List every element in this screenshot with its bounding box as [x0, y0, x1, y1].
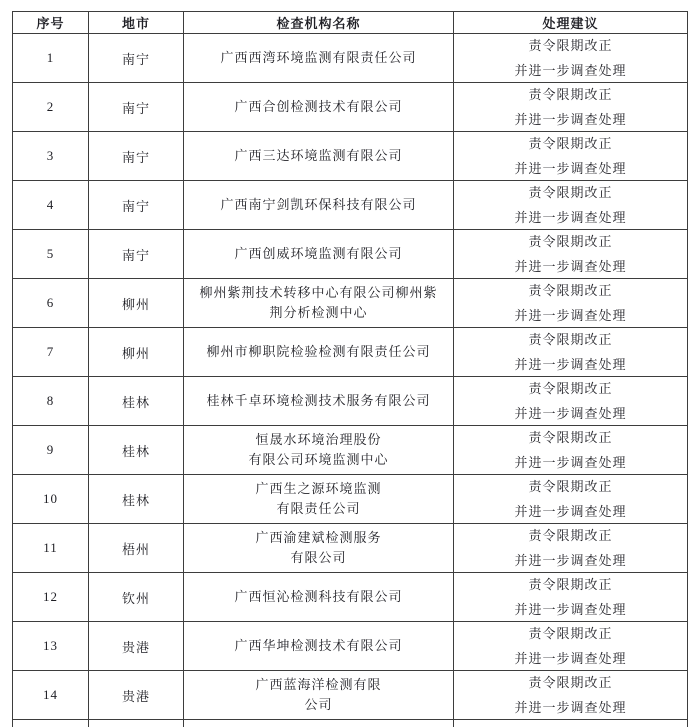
- row-index: 10: [13, 475, 89, 524]
- row-action: [454, 524, 688, 573]
- org-line: 广西三达环境监测有限公司: [234, 148, 403, 163]
- row-city: 钦州: [89, 573, 184, 622]
- action-line: 并进一步调查处理: [514, 699, 627, 715]
- action-line: 并进一步调查处理: [514, 209, 627, 225]
- org-line: 公司: [304, 697, 333, 712]
- row-index: 2: [13, 83, 89, 132]
- row-index: 12: [13, 573, 89, 622]
- org-line: 广西西湾环境监测有限责任公司: [220, 50, 417, 65]
- action-line: 并进一步调查处理: [514, 552, 627, 568]
- org-line: 广西恒沁检测科技有限公司: [234, 589, 403, 604]
- action-line: 并进一步调查处理: [514, 405, 627, 421]
- row-city: 柳州: [89, 279, 184, 328]
- row-org: [184, 83, 454, 132]
- org-line: 有限公司: [290, 550, 347, 565]
- row-org: [184, 671, 454, 720]
- row-action: [454, 230, 688, 279]
- action-line: 责令限期改正: [528, 429, 613, 445]
- action-line: 责令限期改正: [528, 576, 613, 592]
- org-line: 广西生之源环境监测: [255, 481, 382, 496]
- row-index: 1: [13, 34, 89, 83]
- table-row: [13, 83, 688, 132]
- row-index: 14: [13, 671, 89, 720]
- row-index: 3: [13, 132, 89, 181]
- table-row: [13, 230, 688, 279]
- row-city: 南宁: [89, 132, 184, 181]
- row-index: 11: [13, 524, 89, 573]
- row-city: 柳州: [89, 328, 184, 377]
- row-org: [184, 475, 454, 524]
- row-action: [454, 83, 688, 132]
- action-line: 并进一步调查处理: [514, 111, 627, 127]
- row-org: [184, 720, 454, 727]
- row-index: 4: [13, 181, 89, 230]
- table-row: [13, 377, 688, 426]
- row-action: [454, 181, 688, 230]
- header-org: 检查机构名称: [184, 12, 454, 34]
- table-row: [13, 181, 688, 230]
- row-index: 5: [13, 230, 89, 279]
- row-action: [454, 475, 688, 524]
- row-action: [454, 279, 688, 328]
- row-action: [454, 377, 688, 426]
- row-index: [13, 720, 89, 727]
- row-action: [454, 573, 688, 622]
- org-line: 有限公司环境监测中心: [248, 452, 389, 467]
- org-line: 广西创威环境监测有限公司: [234, 246, 403, 261]
- row-index: 6: [13, 279, 89, 328]
- row-city: 桂林: [89, 377, 184, 426]
- row-org: [184, 377, 454, 426]
- row-index: 9: [13, 426, 89, 475]
- action-line: 并进一步调查处理: [514, 160, 627, 176]
- row-action: [454, 671, 688, 720]
- row-action: [454, 622, 688, 671]
- action-line: 责令限期改正: [528, 86, 613, 102]
- row-org: [184, 328, 454, 377]
- header-city: 地市: [89, 12, 184, 34]
- row-index: 7: [13, 328, 89, 377]
- row-action: [454, 34, 688, 83]
- row-org: [184, 524, 454, 573]
- action-line: 责令限期改正: [528, 625, 613, 641]
- action-line: 责令限期改正: [528, 135, 613, 151]
- row-index: 8: [13, 377, 89, 426]
- table-row: [13, 671, 688, 720]
- action-line: 责令限期改正: [528, 331, 613, 347]
- org-line: 荆分析检测中心: [269, 305, 368, 320]
- table-header-row: [13, 12, 688, 34]
- action-line: 并进一步调查处理: [514, 650, 627, 666]
- table-row: [13, 622, 688, 671]
- action-line: 并进一步调查处理: [514, 258, 627, 274]
- action-line: 责令限期改正: [528, 478, 613, 494]
- row-action: [454, 720, 688, 727]
- table-row: [13, 573, 688, 622]
- row-action: [454, 426, 688, 475]
- action-line: 责令限期改正: [528, 184, 613, 200]
- action-line: 并进一步调查处理: [514, 62, 627, 78]
- action-line: 责令限期改正: [528, 527, 613, 543]
- table-row-partial: [13, 720, 688, 727]
- org-line: 广西华坤检测技术有限公司: [234, 638, 403, 653]
- row-city: 南宁: [89, 230, 184, 279]
- row-index: 13: [13, 622, 89, 671]
- row-org: [184, 622, 454, 671]
- row-org: [184, 573, 454, 622]
- action-line: 并进一步调查处理: [514, 601, 627, 617]
- action-line: 责令限期改正: [528, 37, 613, 53]
- row-city: 南宁: [89, 34, 184, 83]
- org-line: 恒晟水环境治理股份: [255, 432, 382, 447]
- org-line: 广西蓝海洋检测有限: [255, 677, 382, 692]
- org-line: 广西南宁剑凯环保科技有限公司: [220, 197, 417, 212]
- action-line: 责令限期改正: [528, 380, 613, 396]
- action-line: 并进一步调查处理: [514, 503, 627, 519]
- row-city: 贵港: [89, 671, 184, 720]
- table-row: [13, 328, 688, 377]
- table-row: [13, 279, 688, 328]
- org-line: 桂林千卓环境检测技术服务有限公司: [206, 393, 431, 408]
- org-line: 广西渝建斌检测服务: [255, 530, 382, 545]
- row-city: 桂林: [89, 475, 184, 524]
- row-city: [89, 720, 184, 727]
- action-line: 责令限期改正: [528, 674, 613, 690]
- org-line: 有限责任公司: [276, 501, 361, 516]
- action-line: 并进一步调查处理: [514, 454, 627, 470]
- header-action: 处理建议: [454, 12, 688, 34]
- table-row: [13, 524, 688, 573]
- row-org: [184, 132, 454, 181]
- inspection-table: [12, 11, 688, 727]
- table-row: [13, 426, 688, 475]
- action-line: 并进一步调查处理: [514, 356, 627, 372]
- org-line: 广西合创检测技术有限公司: [234, 99, 403, 114]
- row-city: 梧州: [89, 524, 184, 573]
- row-city: 桂林: [89, 426, 184, 475]
- row-city: 南宁: [89, 181, 184, 230]
- action-line: 责令限期改正: [528, 282, 613, 298]
- table-row: [13, 132, 688, 181]
- table-row: [13, 34, 688, 83]
- row-org: [184, 426, 454, 475]
- action-line: 并进一步调查处理: [514, 307, 627, 323]
- row-org: [184, 279, 454, 328]
- org-line: 柳州紫荆技术转移中心有限公司柳州紫: [199, 285, 438, 300]
- row-org: [184, 230, 454, 279]
- row-action: [454, 132, 688, 181]
- action-line: 责令限期改正: [528, 233, 613, 249]
- table-row: [13, 475, 688, 524]
- row-org: [184, 181, 454, 230]
- header-index: 序号: [13, 12, 89, 34]
- row-city: 南宁: [89, 83, 184, 132]
- row-city: 贵港: [89, 622, 184, 671]
- row-org: [184, 34, 454, 83]
- row-action: [454, 328, 688, 377]
- org-line: 柳州市柳职院检验检测有限责任公司: [206, 344, 431, 359]
